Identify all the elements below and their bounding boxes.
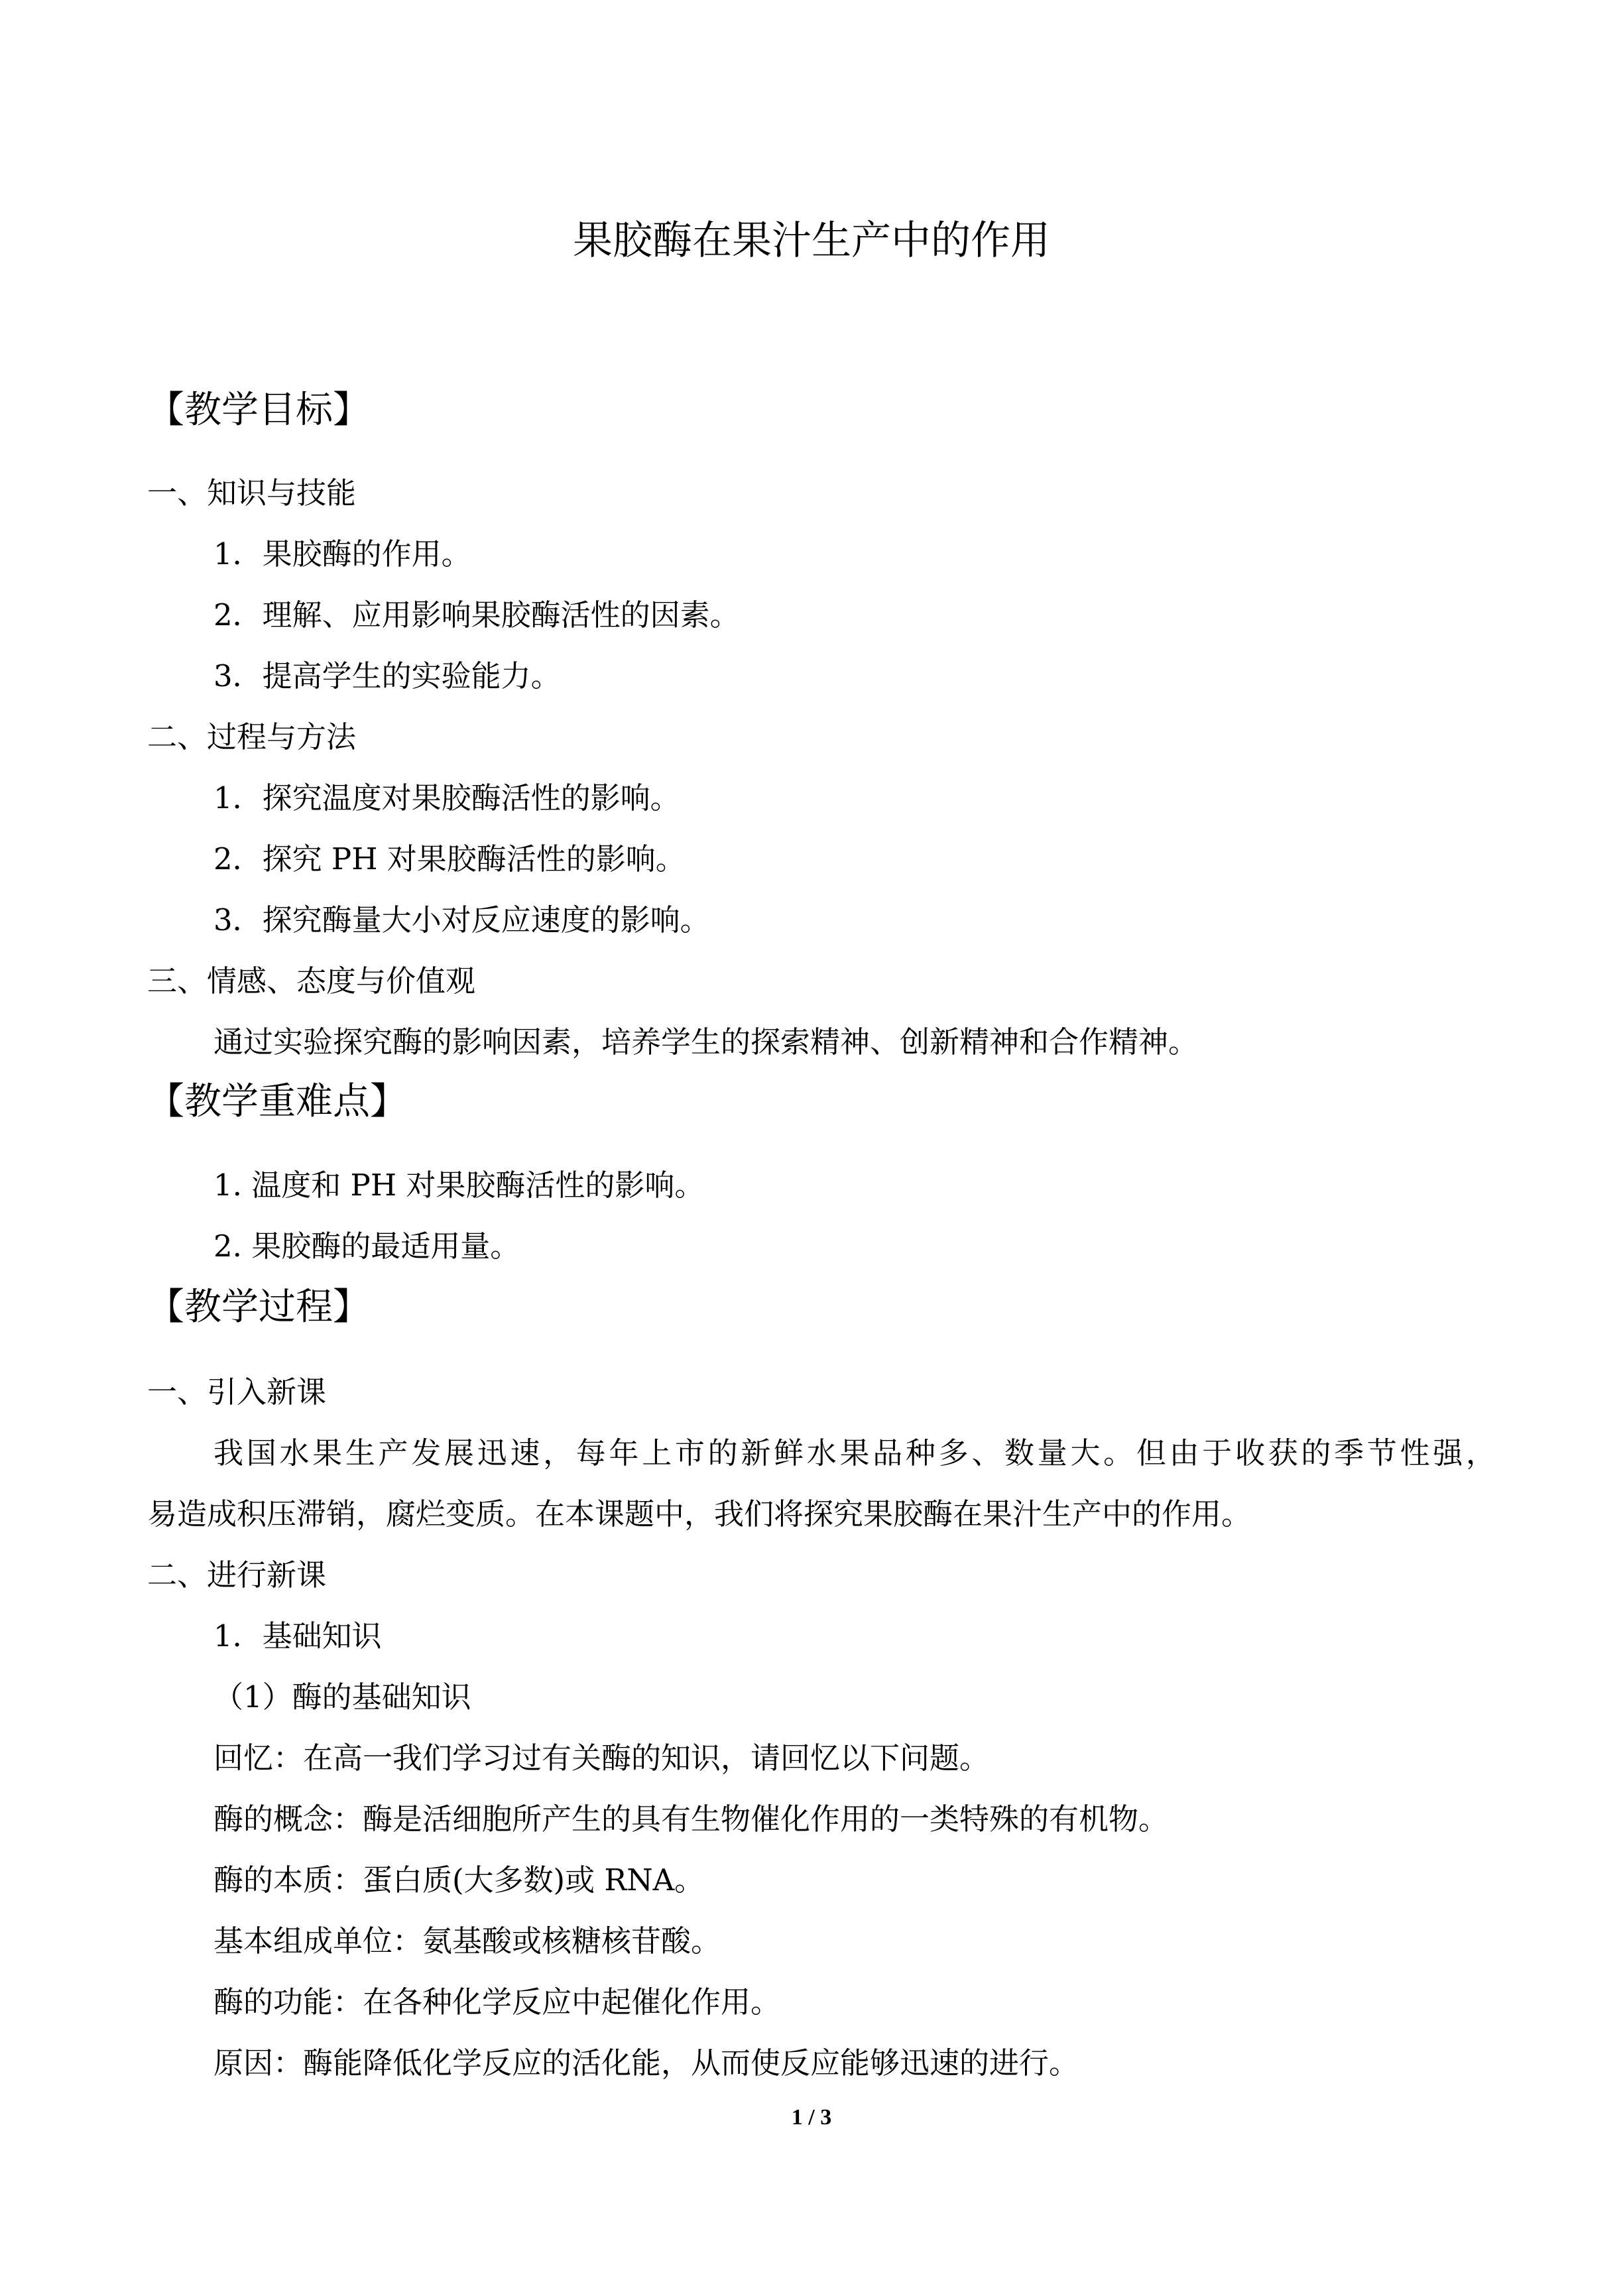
reason-line: 原因：酶能降低化学反应的活化能，从而使反应能够迅速的进行。 — [213, 2045, 1079, 2081]
document-title: 果胶酶在果汁生产中的作用 — [573, 217, 1050, 264]
key-points-heading: 【教学重难点】 — [147, 1080, 407, 1123]
intro-paragraph-line-1: 我国水果生产发展迅速，每年上市的新鲜水果品种多、数量大。但由于收获的季节性强， — [213, 1435, 1496, 1471]
new-lesson-title: 二、进行新课 — [147, 1557, 327, 1593]
key-point-1: 1. 温度和 PH 对果胶酶活性的影响。 — [213, 1168, 705, 1203]
knowledge-item-3: 3．提高学生的实验能力。 — [213, 658, 561, 694]
basic-knowledge-title: 1．基础知识 — [213, 1618, 382, 1654]
enzyme-concept-line: 酶的概念：酶是活细胞所产生的具有生物催化作用的一类特殊的有机物。 — [213, 1801, 1169, 1837]
page-number: 1 / 3 — [791, 2105, 832, 2130]
key-point-2: 2. 果胶酶的最适用量。 — [213, 1229, 520, 1264]
knowledge-item-1: 1．果胶酶的作用。 — [213, 536, 471, 572]
process-method-title: 二、过程与方法 — [147, 719, 357, 755]
knowledge-skills-title: 一、知识与技能 — [147, 475, 357, 511]
basic-unit-line: 基本组成单位：氨基酸或核糖核苷酸。 — [213, 1923, 721, 1959]
process-item-1: 1．探究温度对果胶酶活性的影响。 — [213, 780, 680, 816]
enzyme-function-line: 酶的功能：在各种化学反应中起催化作用。 — [213, 1984, 781, 2020]
recall-line: 回忆：在高一我们学习过有关酶的知识，请回忆以下问题。 — [213, 1740, 990, 1776]
process-item-2: 2．探究 PH 对果胶酶活性的影响。 — [213, 841, 686, 876]
emotion-values-text: 通过实验探究酶的影响因素，培养学生的探索精神、创新精神和合作精神。 — [213, 1024, 1199, 1059]
enzyme-basics-subtitle: （1）酶的基础知识 — [213, 1679, 471, 1715]
emotion-values-title: 三、情感、态度与价值观 — [147, 963, 476, 998]
process-item-3: 3．探究酶量大小对反应速度的影响。 — [213, 902, 710, 937]
teaching-process-heading: 【教学过程】 — [147, 1286, 370, 1329]
enzyme-nature-line: 酶的本质：蛋白质(大多数)或 RNA。 — [213, 1862, 705, 1898]
objectives-heading: 【教学目标】 — [147, 389, 370, 432]
knowledge-item-2: 2．理解、应用影响果胶酶活性的因素。 — [213, 597, 740, 633]
intro-title: 一、引入新课 — [147, 1374, 327, 1410]
intro-paragraph-line-2: 易造成积压滞销，腐烂变质。在本课题中，我们将探究果胶酶在果汁生产中的作用。 — [147, 1496, 1252, 1532]
